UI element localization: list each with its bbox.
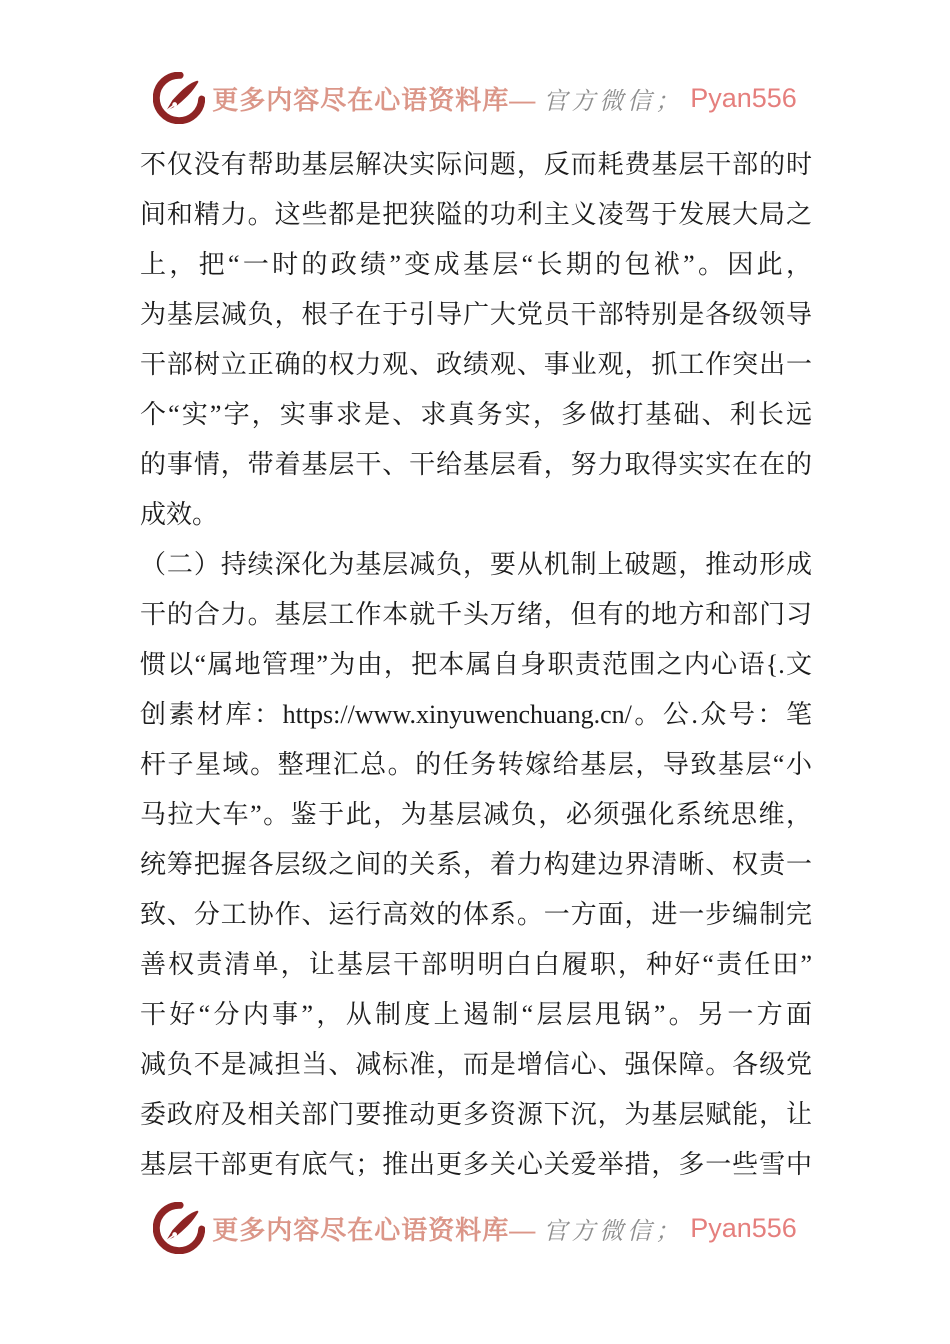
watermark-prefix-text: 更多内容尽在心语资料库— [212,85,537,115]
text-line: 创素材库：https://www.xinyuwenchuang.cn/。公.众号：笔 [140,700,812,729]
text-line: 个“实”字，实事求是、求真务实，多做打基础、利长远 [140,400,812,429]
pen-swirl-logo-icon [153,72,205,124]
pen-swirl-logo-icon [153,1202,205,1254]
text-line: 干好“分内事”，从制度上遏制“层层甩锅”。另一方面 [140,1000,812,1029]
text-line: 为基层减负，根子在于引导广大党员干部特别是各级领导 [140,300,812,329]
text-line: 杆子星域。整理汇总。的任务转嫁给基层，导致基层“小 [140,750,812,779]
text-line: 干的合力。基层工作本就千头万绪，但有的地方和部门习 [140,600,812,629]
footer-watermark [0,1202,950,1254]
text-line: 成效。 [140,500,219,529]
watermark-wechat-account: Pyan556 [690,82,797,113]
text-line: 致、分工协作、运行高效的体系。一方面，进一步编制完 [140,900,812,929]
text-line: 减负不是减担当、减标准，而是增信心、强保障。各级党 [140,1050,812,1079]
header-watermark [0,72,950,124]
watermark-wechat-label: 官方微信； [543,88,684,115]
text-line: 惯以“属地管理”为由，把本属自身职责范围之内心语{.文 [140,650,812,679]
paragraph [140,540,812,1190]
text-line: 统筹把握各层级之间的关系，着力构建边界清晰、权责一 [140,850,812,879]
text-line: 不仅没有帮助基层解决实际问题，反而耗费基层干部的时 [140,150,812,179]
text-line: 委政府及相关部门要推动更多资源下沉，为基层赋能，让 [140,1100,812,1129]
text-line: 上，把“一时的政绩”变成基层“长期的包袱”。因此， [140,250,812,279]
document-body [140,140,812,1190]
text-line: 基层干部更有底气；推出更多关心关爱举措，多一些雪中 [140,1150,812,1179]
text-line: 善权责清单，让基层干部明明白白履职，种好“责任田” [140,950,812,979]
watermark-wechat-label: 官方微信； [543,1218,684,1245]
text-line: 马拉大车”。鉴于此，为基层减负，必须强化系统思维， [140,800,812,829]
text-line: （二）持续深化为基层减负，要从机制上破题，推动形成 [140,550,812,579]
text-line: 的事情，带着基层干、干给基层看，努力取得实实在在的 [140,450,812,479]
watermark-prefix-text: 更多内容尽在心语资料库— [212,1215,537,1245]
text-line: 干部树立正确的权力观、政绩观、事业观，抓工作突出一 [140,350,812,379]
text-line: 间和精力。这些都是把狭隘的功利主义凌驾于发展大局之 [140,200,812,229]
watermark-wechat-account: Pyan556 [690,1212,797,1243]
paragraph [140,140,812,540]
